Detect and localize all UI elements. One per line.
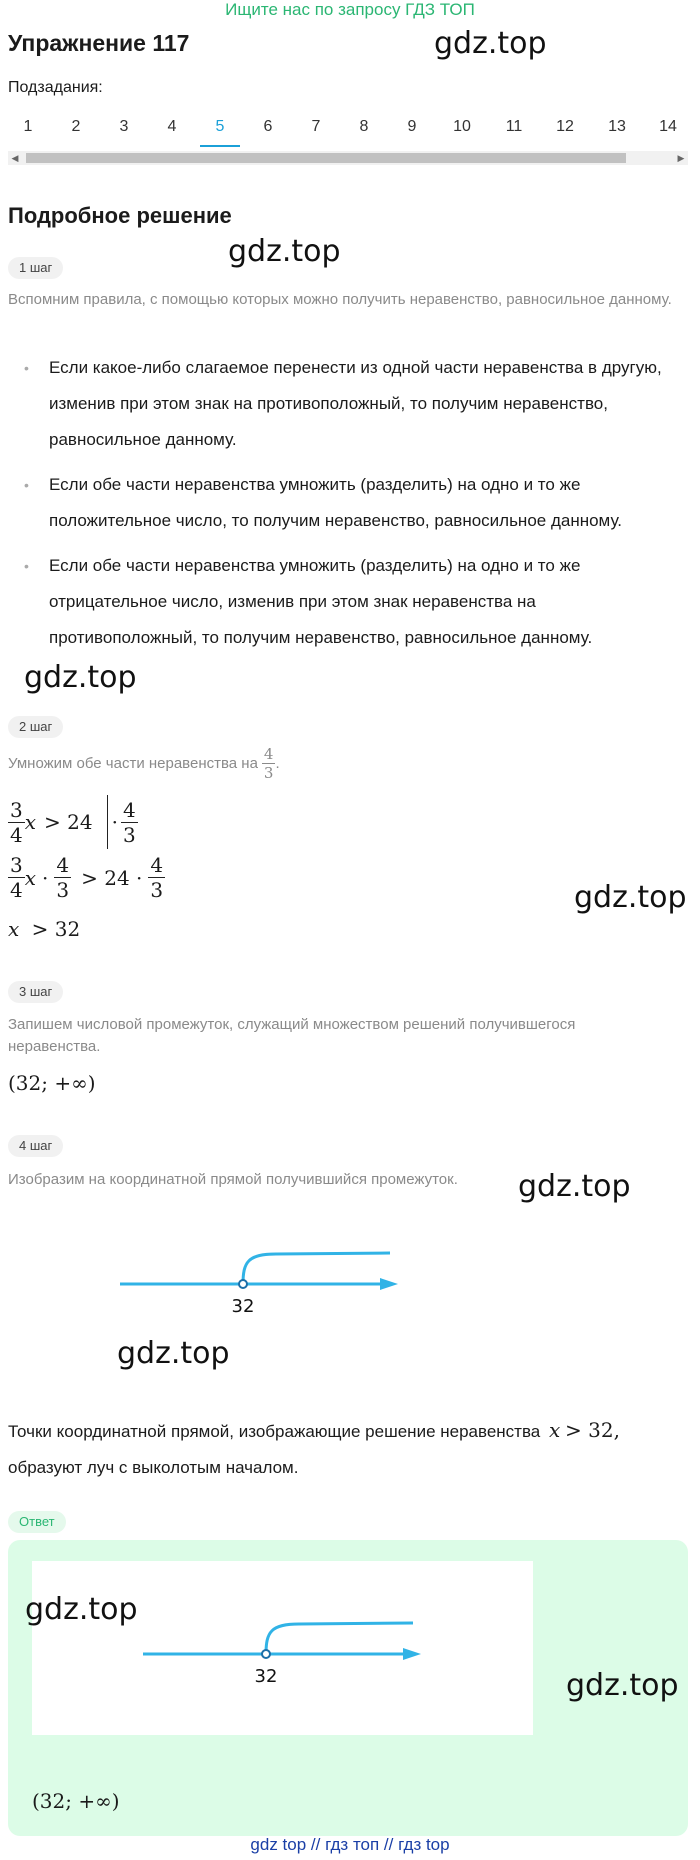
- axis-arrow-icon: [380, 1278, 398, 1290]
- watermark: gdz.top: [518, 1169, 631, 1204]
- answer-number-line: [133, 1612, 433, 1692]
- open-point: [262, 1650, 270, 1658]
- step-2-text-row: Умножим обе части неравенства на $\frac{4}{3}$ .: [8, 745, 280, 782]
- watermark: gdz.top: [434, 26, 547, 61]
- step-1-badge: 1 шаг: [8, 257, 63, 279]
- watermark: gdz.top: [566, 1668, 679, 1703]
- tab-5[interactable]: 5: [200, 118, 240, 147]
- list-item: • Если обе части неравенства умножить (разделить) на одно и то же положительное число, то получим неравенство, равносильное данному.: [20, 467, 680, 539]
- solution-ray: [266, 1623, 413, 1654]
- watermark: gdz.top: [228, 234, 341, 269]
- search-banner: Ищите нас по запросу ГДЗ ТОП: [225, 0, 475, 19]
- tab-7[interactable]: 7: [311, 118, 321, 135]
- tab-8[interactable]: 8: [359, 118, 369, 135]
- subtask-tabs: [8, 118, 688, 150]
- solution-ray: [243, 1253, 390, 1284]
- subtasks-label: Подзадания:: [8, 79, 103, 96]
- tab-1[interactable]: 1: [23, 118, 33, 135]
- tab-13[interactable]: 13: [608, 118, 626, 135]
- tab-12[interactable]: 12: [556, 118, 574, 135]
- scroll-right-arrow-icon[interactable]: ▶: [677, 153, 685, 163]
- watermark: gdz.top: [25, 1592, 138, 1627]
- watermark: gdz.top: [574, 880, 687, 915]
- step-2-text: Умножим обе части неравенства на: [8, 754, 258, 772]
- rules-list: [20, 350, 680, 665]
- tabs-scrollbar[interactable]: [8, 151, 688, 165]
- scroll-thumb[interactable]: [26, 153, 626, 163]
- fraction: $\frac{3}{4}$: [10, 853, 23, 902]
- footer-links[interactable]: gdz top // гдз топ // гдз top: [250, 1835, 450, 1854]
- step-4-text: Изобразим на координатной прямой получившийся промежуток.: [8, 1171, 458, 1188]
- equation-1: $\frac{3}{4}$ x > 24 · $\frac{4}{3}$: [8, 795, 138, 849]
- scroll-left-arrow-icon[interactable]: ◀: [11, 153, 19, 163]
- watermark: gdz.top: [24, 660, 137, 695]
- fraction: $\frac{4}{3}$: [122, 797, 136, 847]
- equation-2: $\frac{3}{4}$ x · $\frac{4}{3}$ > 24 · $\frac{4}{3}$: [10, 853, 164, 902]
- page-title: Упражнение 117: [8, 30, 190, 56]
- divider: [107, 795, 108, 849]
- answer-badge: Ответ: [8, 1511, 66, 1533]
- tab-9[interactable]: 9: [407, 118, 417, 135]
- tab-2[interactable]: 2: [71, 118, 81, 135]
- tab-3[interactable]: 3: [119, 118, 129, 135]
- tab-6[interactable]: 6: [263, 118, 273, 135]
- tab-14[interactable]: 14: [659, 118, 677, 135]
- axis-arrow-icon: [403, 1648, 421, 1660]
- section-title: Подробное решение: [8, 203, 232, 228]
- tab-10[interactable]: 10: [453, 118, 471, 135]
- answer-interval: (32; +∞): [32, 1789, 120, 1813]
- tab-4[interactable]: 4: [167, 118, 177, 135]
- interval: (32; +∞): [8, 1071, 96, 1095]
- step-3-text: Запишем числовой промежуток, служащий множеством решений получившегося неравенства.: [8, 1016, 576, 1055]
- conclusion: Точки координатной прямой, изображающие решение неравенства x > 32, образуют луч с выколотым началом.: [8, 1418, 620, 1477]
- point-label: 32: [231, 1296, 255, 1317]
- step-2-badge: 2 шаг: [8, 716, 63, 738]
- number-line: [110, 1240, 410, 1320]
- list-item: • Если какое-либо слагаемое перенести из одной части неравенства в другую, изменив при этом знак на противоположный, то получим неравенство, равносильное данному.: [20, 350, 680, 458]
- open-point: [239, 1280, 247, 1288]
- step-4-badge: 4 шаг: [8, 1135, 63, 1157]
- step-3-badge: 3 шаг: [8, 981, 63, 1003]
- fraction: $\frac{4}{3}$: [150, 853, 164, 902]
- point-label: 32: [254, 1666, 278, 1687]
- list-item: • Если обе части неравенства умножить (разделить) на одно и то же отрицательное число, изменив при этом знак неравенства на противоположный, то получим неравенство, равносильное данному.: [20, 548, 680, 656]
- step-1-text: Вспомним правила, с помощью которых можно получить неравенство, равносильное данному.: [8, 291, 672, 308]
- fraction: $\frac{4}{3}$: [263, 745, 274, 782]
- fraction: $\frac{4}{3}$: [56, 853, 70, 902]
- fraction: $\frac{3}{4}$: [10, 797, 23, 847]
- tab-11[interactable]: 11: [505, 118, 523, 135]
- watermark: gdz.top: [117, 1336, 230, 1371]
- equation-3: x > 32: [8, 917, 81, 941]
